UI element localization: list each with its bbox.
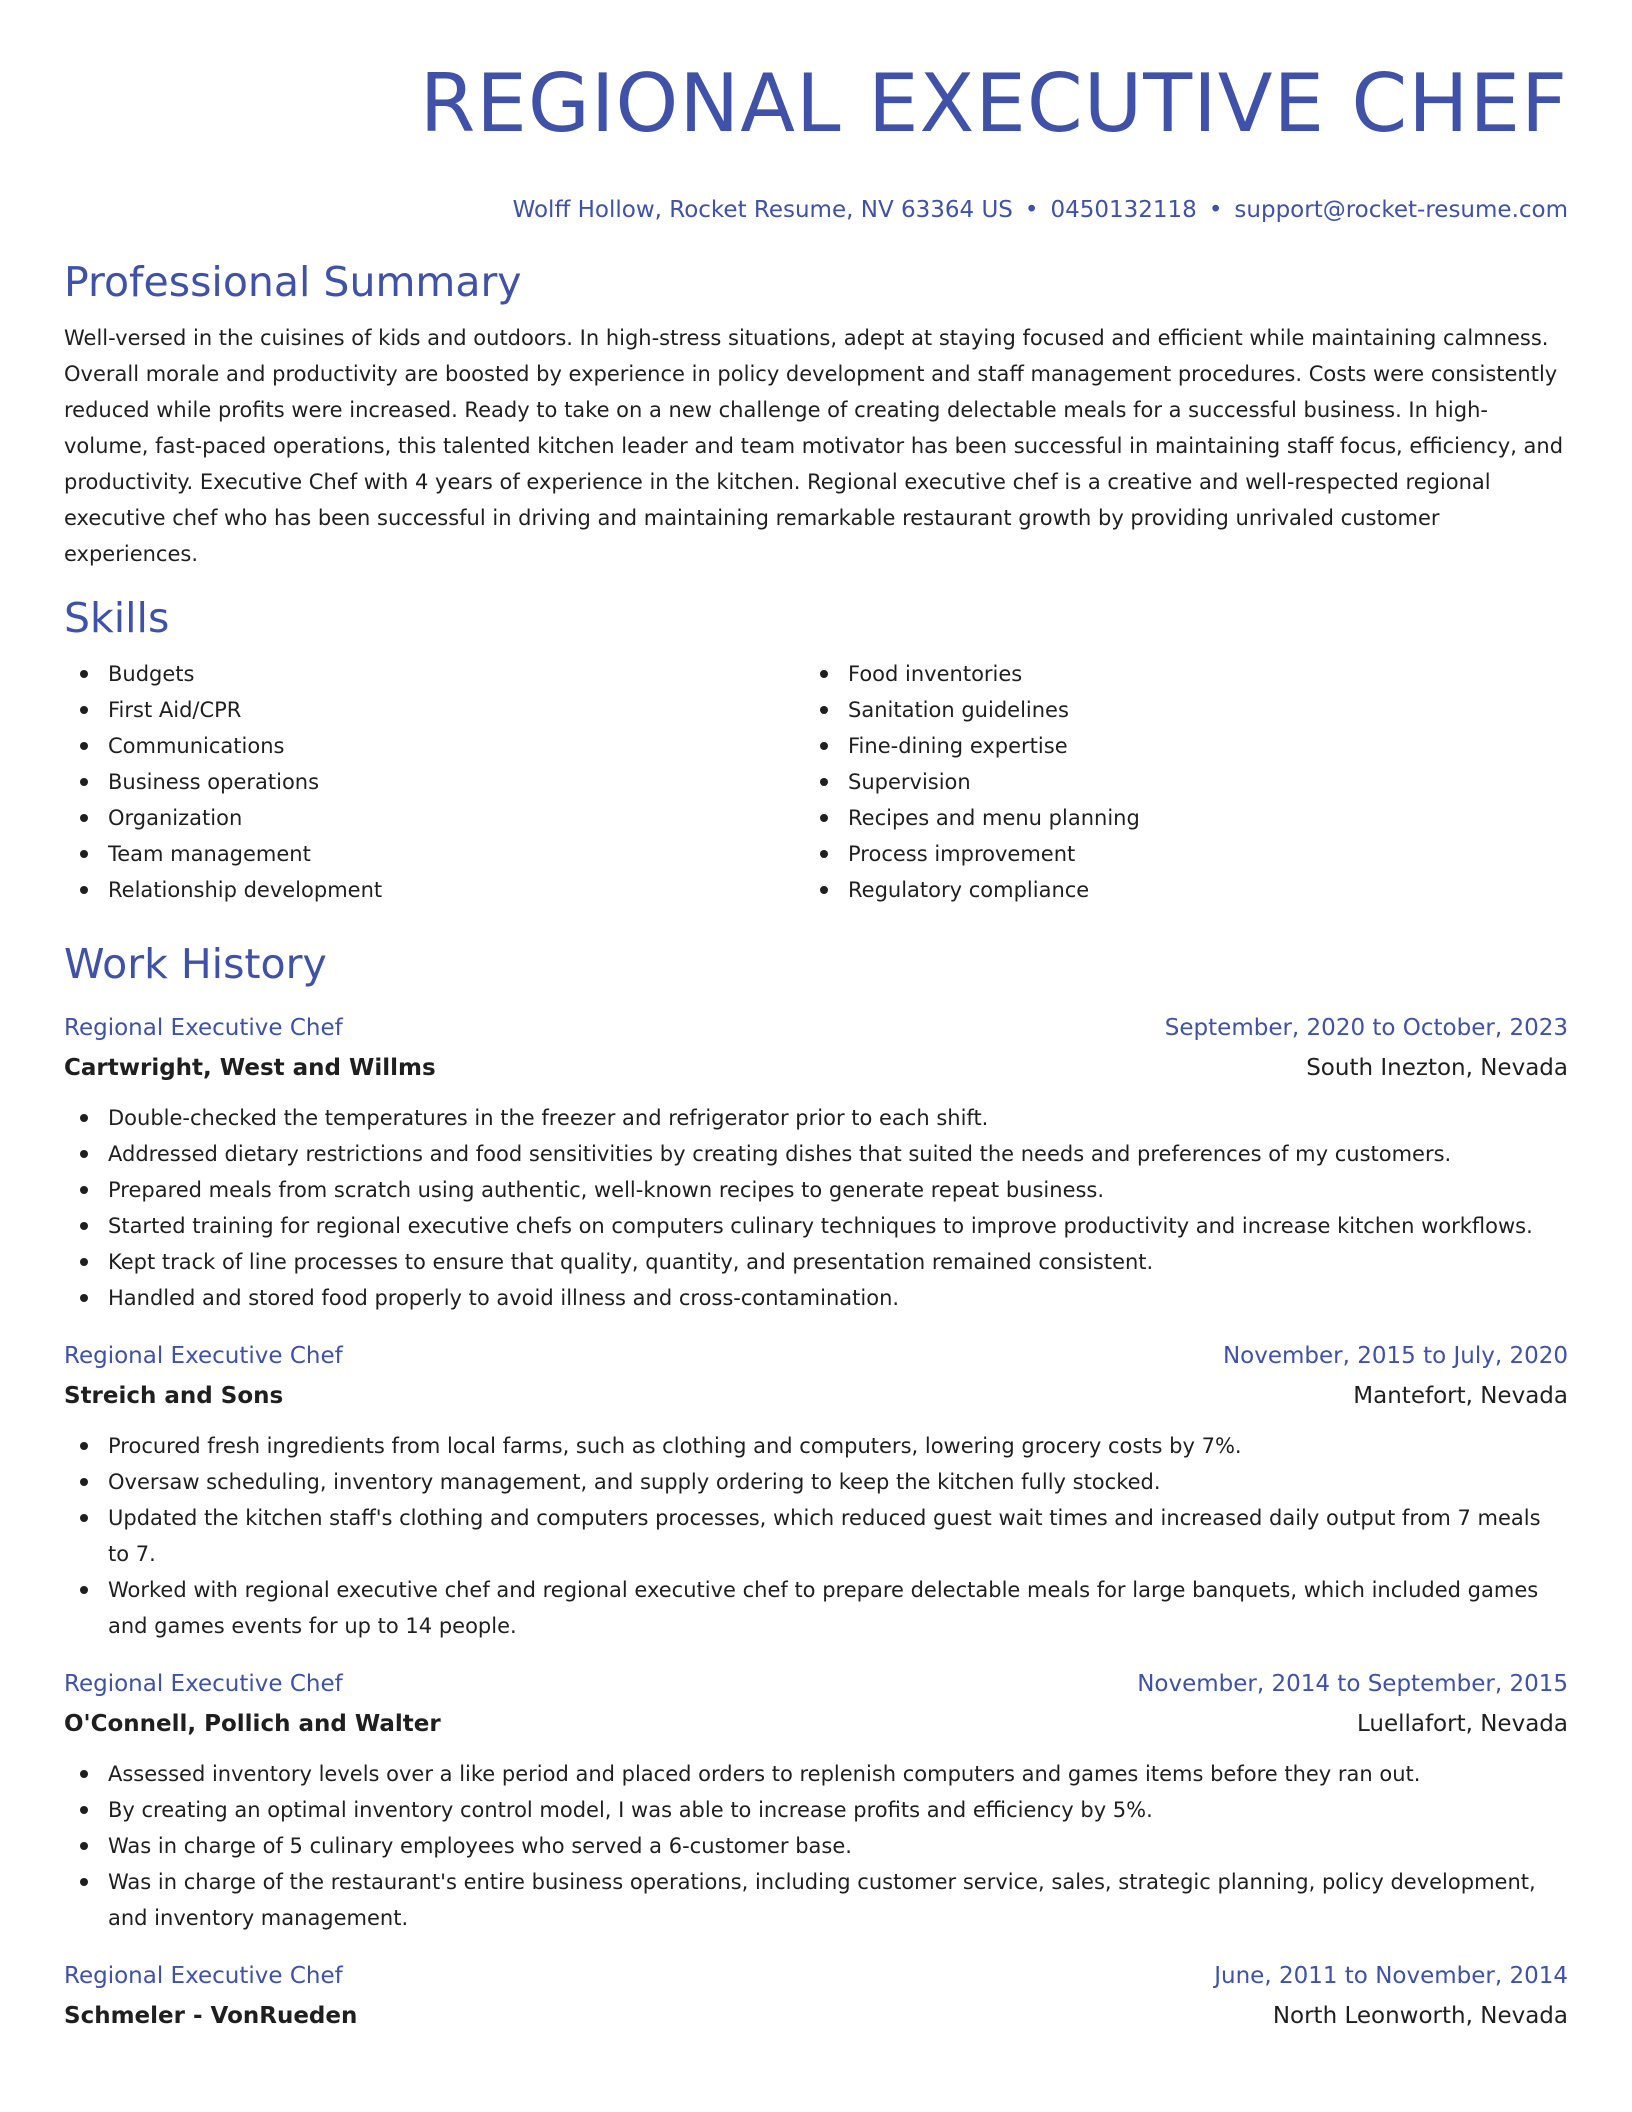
job-header-row [64,1664,1568,1704]
list-item: Relationship development [64,872,804,908]
list-item: Kept track of line processes to ensure that quality, quantity, and presentation remained consistent. [64,1244,1568,1280]
skills-list [64,656,1568,908]
list-item: Budgets [64,656,804,692]
contact-address: Wolff Hollow, Rocket Resume, NV 63364 US [512,197,1013,223]
contact-separator: • [1024,197,1039,223]
list-item: First Aid/CPR [64,692,804,728]
job-title: Regional Executive Chef [64,1963,343,1989]
work-history-list [64,1008,1568,2036]
job-entry [64,1664,1568,1936]
list-item: Fine-dining expertise [804,728,1544,764]
list-item: Team management [64,836,804,872]
list-item: Supervision [804,764,1544,800]
job-header-row [64,1336,1568,1376]
job-entry [64,1956,1568,2036]
list-item: Recipes and menu planning [804,800,1544,836]
job-location: Luellafort, Nevada [1356,1711,1568,1737]
list-item: Updated the kitchen staff's clothing and computers processes, which reduced guest wait times and increased daily output from 7 meals to 7. [64,1500,1568,1572]
job-company-row [64,1376,1568,1416]
skills-left-list [64,656,804,908]
list-item: Business operations [64,764,804,800]
job-dates: November, 2015 to July, 2020 [1222,1343,1568,1369]
skills-heading: Skills [64,594,170,642]
job-header-row [64,1956,1568,1996]
list-item: Regulatory compliance [804,872,1544,908]
list-item: Handled and stored food properly to avoid illness and cross-contamination. [64,1280,1568,1316]
list-item: Communications [64,728,804,764]
job-header-row [64,1008,1568,1048]
job-dates: November, 2014 to September, 2015 [1137,1671,1568,1697]
list-item: Addressed dietary restrictions and food sensitivities by creating dishes that suited the needs and preferences of my customers. [64,1136,1568,1172]
contact-email[interactable]: support@rocket-resume.com [1234,197,1568,223]
job-bullets [64,1756,1568,1936]
contact-phone: 0450132118 [1050,197,1197,223]
list-item: Double-checked the temperatures in the freezer and refrigerator prior to each shift. [64,1100,1568,1136]
job-company-row [64,1704,1568,1744]
list-item: Worked with regional executive chef and regional executive chef to prepare delectable meals for large banquets, which included games and games events for up to 14 people. [64,1572,1568,1644]
job-bullets [64,1100,1568,1316]
skills-column-left [64,656,804,908]
contact-separator: • [1208,197,1223,223]
resume-header [64,0,1568,226]
job-entry [64,1008,1568,1316]
list-item: Assessed inventory levels over a like period and placed orders to replenish computers and games items before they ran out. [64,1756,1568,1792]
skills-column-right [804,656,1544,908]
job-company-row [64,1048,1568,1088]
contact-line [64,194,1568,226]
job-title: Regional Executive Chef [64,1671,343,1697]
list-item: Prepared meals from scratch using authentic, well-known recipes to generate repeat business. [64,1172,1568,1208]
list-item: Food inventories [804,656,1544,692]
list-item: Organization [64,800,804,836]
job-company: Schmeler - VonRueden [64,2003,358,2029]
job-dates: September, 2020 to October, 2023 [1164,1015,1568,1041]
job-title: Regional Executive Chef [64,1015,343,1041]
job-entry [64,1336,1568,1644]
candidate-name: REGIONAL EXECUTIVE CHEF [419,57,1568,150]
summary-text: Well-versed in the cuisines of kids and outdoors. In high-stress situations, adept at staying focused and efficient while maintaining calmness. Overall morale and productivity are boosted by experience in policy development and staff management procedures. Costs were consistently reduced while profits were increased. Ready to take on a new challenge of creating delectable meals for a successful business. In high-volume, fast-paced operations, this talented kitchen leader and team motivator has been successful in maintaining staff focus, efficiency, and productivity. Executive Chef with 4 years of experience in the kitchen. Regional executive chef is a creative and well-respected regional executive chef who has been successful in driving and maintaining remarkable restaurant growth by providing unrivaled customer experiences. [64,326,1564,566]
job-company: Cartwright, West and Willms [64,1055,436,1081]
job-location: South Inezton, Nevada [1306,1055,1568,1081]
list-item: Procured fresh ingredients from local farms, such as clothing and computers, lowering grocery costs by 7%. [64,1428,1568,1464]
list-item: By creating an optimal inventory control model, I was able to increase profits and efficiency by 5%. [64,1792,1568,1828]
list-item: Sanitation guidelines [804,692,1544,728]
job-title: Regional Executive Chef [64,1343,343,1369]
job-location: North Leonworth, Nevada [1272,2003,1568,2029]
list-item: Oversaw scheduling, inventory management, and supply ordering to keep the kitchen fully stocked. [64,1464,1568,1500]
summary-heading: Professional Summary [64,258,522,306]
job-dates: June, 2011 to November, 2014 [1214,1963,1568,1989]
list-item: Started training for regional executive chefs on computers culinary techniques to improve productivity and increase kitchen workflows. [64,1208,1568,1244]
job-company-row [64,1996,1568,2036]
job-location: Mantefort, Nevada [1353,1383,1568,1409]
work-history-heading: Work History [64,940,327,988]
job-company: Streich and Sons [64,1383,284,1409]
job-company: O'Connell, Pollich and Walter [64,1711,441,1737]
list-item: Process improvement [804,836,1544,872]
list-item: Was in charge of the restaurant's entire business operations, including customer service, sales, strategic planning, policy development, and inventory management. [64,1864,1568,1936]
list-item: Was in charge of 5 culinary employees who served a 6-customer base. [64,1828,1568,1864]
skills-right-list [804,656,1544,908]
job-bullets [64,1428,1568,1644]
